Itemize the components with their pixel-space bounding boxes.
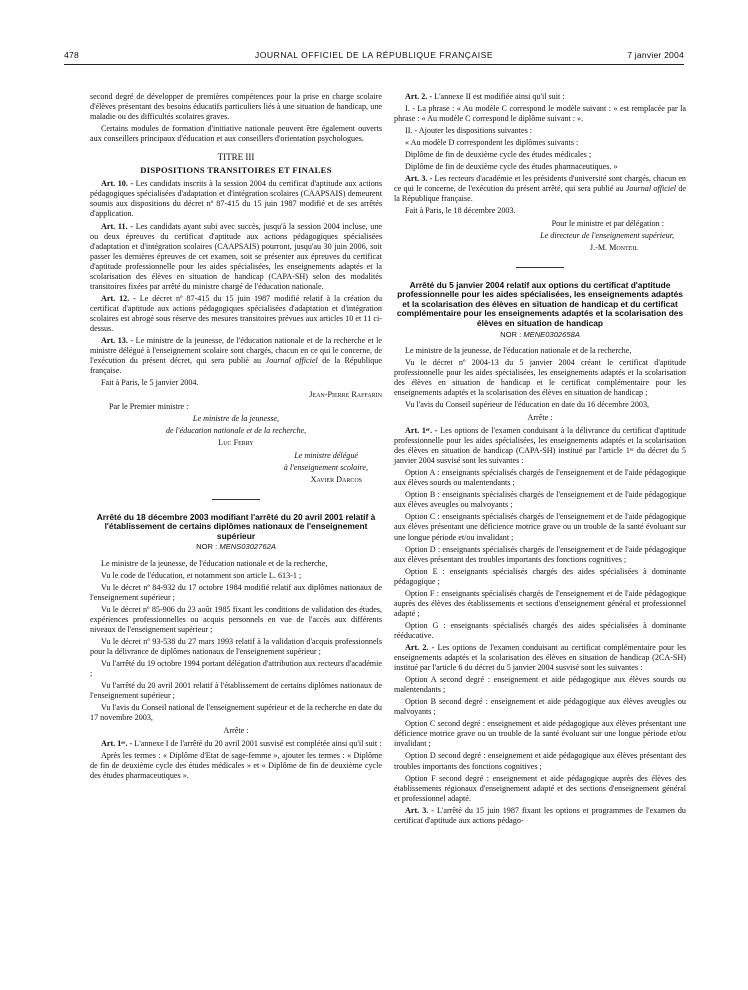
paragraph: Vu le décret nº 93-538 du 27 mars 1993 relatif à la validation d'acquis professionnels pour la délivrance de diplômes nationaux de l'enseignement supérieur ;	[90, 636, 382, 656]
paragraph: Diplôme de fin de deuxième cycle des études médicales ;	[405, 150, 592, 160]
article-text: de la République française.	[394, 184, 686, 204]
minister-title: Le ministre de la jeunesse,	[192, 414, 280, 424]
minister-title: Le ministre délégué	[294, 450, 358, 460]
nor-reference: NOR : MENS0302762A	[196, 542, 276, 552]
signature-ferry: Luc Ferry	[218, 438, 254, 448]
signature-darcos: Xavier Darcos	[310, 474, 362, 484]
article-label: Art. 1ᵉʳ. -	[101, 739, 133, 749]
paragraph: Vu le décret nº 84-932 du 17 octobre 1984 modifié relatif aux diplômes nationaux de l'enseignement supérieur ;	[90, 582, 382, 602]
article-text: Les recteurs d'académie et les présidents d'université sont chargés, chacun en ce qui le concerne, de l'exécution du présent arrêté, qui sera publié au	[394, 174, 686, 194]
article-11	[90, 222, 382, 292]
article-label: Art. 3. -	[405, 174, 433, 184]
paragraph: II. - Ajouter les dispositions suivantes :	[405, 126, 533, 136]
paragraph: Vu l'arrêté du 20 avril 2001 relatif à l'établissement de certains diplômes nationaux de l'enseignement supérieur ;	[90, 681, 382, 701]
title-heading: TITRE III	[217, 152, 255, 163]
journal-name: Journal officiel	[625, 184, 676, 194]
paragraph: Après les termes : « Diplôme d'Etat de sage-femme », ajouter les termes : « Diplôme de fin de deuxième cycle des études médicales » et « Diplôme de fin de deuxième cycle des études pharmaceutiques ».	[90, 751, 382, 781]
article-text: L'arrêté du 15 juin 1987 fixant les options et programmes de l'examen du certificat d'aptitude aux actions pédago-	[394, 805, 686, 825]
article-label: Art. 1ᵉʳ. -	[405, 426, 438, 436]
option-item: Option C : enseignants spécialisés chargés de l'enseignement et de l'aide pédagogique aux élèves présentant une déficience motrice grave ou un trouble de la santé évoluant sur une longue période et/ou invalidant ;	[394, 512, 686, 542]
separator	[90, 495, 382, 505]
option-item: Option A : enseignants spécialisés chargés de l'enseignement et de l'aide pédagogique aux élèves sourds ou malentendants ;	[394, 468, 686, 488]
option-item: Option B second degré : enseignement et aide pédagogique aux élèves aveugles ou malvoyants ;	[394, 697, 686, 717]
option-item: Option F : enseignants spécialisés chargés de l'enseignement et de l'aide pédagogique auprès des élèves des établissements et sections d'enseignement général et professionnel adapté ;	[394, 588, 686, 618]
article-label: Art. 2. -	[405, 92, 433, 101]
paragraph: Vu l'arrêté du 19 octobre 1994 portant délégation d'attribution aux recteurs d'académie ;	[90, 658, 382, 678]
page-number: 478	[64, 50, 79, 60]
article-text: Le décret nº 87-415 du 15 juin 1987 modifié relatif à la création du certificat d'aptitude aux actions pédagogiques spécialisées d'adaptation et d'intégration scolaires est abrogé sous réserve des mesures transitoires prévues aux articles 10 et 11 ci-dessus.	[90, 293, 383, 333]
place-date: Fait à Paris, le 5 janvier 2004.	[101, 378, 199, 388]
article-2	[394, 643, 686, 673]
option-item: Option G : enseignants spécialisés chargés des aides spécialisées à dominante rééducative.	[394, 620, 686, 640]
decree-title: Arrêté du 5 janvier 2004 relatif aux options du certificat d'aptitude professionnelle pour les aides spécialisées, les enseignements adaptés et la scolarisation des élèves en situation de handicap et du certificat complémentaire pour les enseignements adaptés et la scolarisation des élèves en situation de handicap	[396, 279, 684, 329]
option-item: Option F second degré : enseignement et aide pédagogique auprès des élèves des établissements régionaux d'enseignement adapté et des sections d'enseignement général et professionnel adapté.	[394, 773, 686, 803]
paragraph: Vu le décret nº 2004-13 du 5 janvier 2004 créant le certificat d'aptitude professionnelle pour les aides spécialisées, les enseignements adaptés et la scolarisation des élèves en situation de handicap et le certificat complémentaire pour les enseignements adaptés et la scolarisation des élèves en situation de handicap ;	[394, 357, 686, 397]
separator	[394, 263, 686, 273]
page-header	[64, 50, 684, 64]
paragraph: Vu le code de l'éducation, et notamment son article L. 613-1 ;	[101, 570, 302, 580]
left-column	[90, 92, 382, 783]
paragraph: Diplôme de fin de deuxième cycle des études pharmaceutiques. »	[405, 162, 618, 172]
paragraph: second degré de développer de premières compétences pour la prise en charge scolaire d'élèves présentant des besoins éducatifs particuliers liés à une situation de handicap, une maladie ou des difficultés scolaires graves.	[90, 92, 382, 122]
paragraph: Certains modules de formation d'initiative nationale peuvent être également ouverts aux conseillers principaux d'éducation et aux conseillers d'orientation psychologues.	[90, 124, 382, 144]
header-rule	[64, 64, 684, 65]
arrete-heading: Arrête :	[527, 413, 553, 422]
signature-pm: Jean-Pierre Raffarin	[309, 390, 382, 400]
issue-date: 7 janvier 2004	[627, 50, 684, 60]
article-label: Art. 12. -	[101, 293, 136, 303]
paragraph: « Au modèle D correspondent les diplômes suivants :	[405, 138, 579, 148]
article-text: Le ministre de la jeunesse, de l'éducation nationale et de la recherche et le ministre délégué à l'enseignement scolaire sont chargés, chacun en ce qui le concerne, de l'exécution du présent décret, qui sera publié au	[90, 336, 383, 366]
option-item: Option A second degré : enseignement et aide pédagogique aux élèves sourds ou malentendants ;	[394, 675, 686, 695]
paragraph: Le ministre de la jeunesse, de l'éducation nationale et de la recherche,	[405, 345, 632, 355]
article-label: Art. 11. -	[101, 221, 134, 231]
paragraph: Le ministre de la jeunesse, de l'éducation nationale et de la recherche,	[101, 558, 328, 568]
article-10	[90, 179, 382, 219]
article-text: Les options de l'examen conduisant au certificat complémentaire pour les enseignements adaptés et la scolarisation des élèves en situation de handicap (2CA-SH) institué par l'article 6 du décret du 5 janvier 2004 susvisé sont les suivantes :	[394, 642, 686, 673]
article-label: Art. 13. -	[101, 336, 134, 346]
article-text: Les options de l'examen conduisant à la délivrance du certificat d'aptitude professionnelle pour les aides spécialisées, les enseignements adaptés et la scolarisation des élèves en situation de handicap (CAPA-SH) institué par l'article 1ᵉʳ du décret du 5 janvier 2004 susvisé sont les suivantes :	[394, 426, 686, 466]
journal-name: Journal officiel	[265, 356, 318, 366]
article-1	[90, 739, 382, 749]
paragraph: I. - La phrase : « Au modèle C correspond le modèle suivant : » est remplacée par la phrase : « Au modèle C correspond le diplôme suivant : ».	[394, 104, 686, 124]
section-heading: DISPOSITIONS TRANSITOIRES ET FINALES	[140, 165, 332, 176]
signature-intro: Pour le ministre et par délégation :	[551, 218, 664, 228]
article-1	[394, 426, 686, 466]
article-13	[90, 336, 382, 376]
place-date: Fait à Paris, le 18 décembre 2003.	[405, 206, 516, 216]
article-label: Art. 10. -	[101, 179, 134, 189]
paragraph: Vu l'avis du Conseil supérieur de l'éducation en date du 16 décembre 2003,	[405, 399, 650, 409]
article-text: de la République française.	[90, 356, 382, 376]
option-item: Option E : enseignants spécialisés chargés des aides spécialisées à dominante pédagogique ;	[394, 566, 686, 586]
signature-monteil: J.-M. Monteil	[589, 242, 638, 252]
article-label: Art. 2. -	[405, 642, 435, 652]
paragraph: Vu le décret nº 85-906 du 23 août 1985 fixant les conditions de validation des études, expériences professionnelles ou acquis personnels en vue de l'accès aux différents niveaux de l'enseignement supérieur ;	[90, 604, 382, 634]
option-item: Option C second degré : enseignement et aide pédagogique aux élèves présentant une déficience motrice grave ou un trouble de la santé évoluant sur une longue période et/ou invalidant ;	[394, 719, 686, 749]
article-text: Les candidats ayant subi avec succès, jusqu'à la session 2004 incluse, une ou deux épreuves du certificat d'aptitude aux actions pédagogiques spécialisées d'adaptation et d'intégration scolaires (CAAPSAIS) pourront, jusqu'au 30 juin 2006, soit passer les dernières épreuves de cet examen, soit se présenter aux épreuves du certificat d'aptitude professionnelle pour les aides spécialisées, les enseignements adaptés et la scolarisation des élèves en situation de handicap (CAPA-SH) selon des modalités transitoires fixées par arrêté du ministre chargé de l'éducation nationale.	[90, 221, 383, 291]
article-2	[394, 92, 686, 102]
signatory-title: Le directeur de l'enseignement supérieur,	[540, 230, 674, 240]
article-text: L'annexe I de l'arrêté du 20 avril 2001 susvisé est complétée ainsi qu'il suit :	[134, 739, 382, 749]
arrete-heading: Arrête :	[223, 726, 249, 736]
minister-title: de l'éducation nationale et de la recherche,	[165, 426, 307, 436]
journal-title: JOURNAL OFFICIEL DE LA RÉPUBLIQUE FRANÇAISE	[254, 50, 494, 60]
right-column	[394, 92, 686, 828]
article-12	[90, 294, 382, 334]
article-text: L'annexe II est modifiée ainsi qu'il suit :	[434, 92, 565, 101]
option-item: Option B : enseignants spécialisés chargés de l'enseignement et de l'aide pédagogique aux élèves aveugles ou malvoyants ;	[394, 490, 686, 510]
article-label: Art. 3. -	[405, 805, 434, 815]
signature-intro: Par le Premier ministre :	[109, 402, 189, 412]
article-3	[394, 806, 686, 826]
option-item: Option D second degré : enseignement et aide pédagogique aux élèves présentant des troubles importants des fonctions cognitives ;	[394, 751, 686, 771]
nor-reference: NOR : MENE0302658A	[500, 329, 580, 339]
decree-title: Arrêté du 18 décembre 2003 modifiant l'arrêté du 20 avril 2001 relatif à l'établissement de certains diplômes nationaux de l'enseignement supérieur	[96, 511, 376, 541]
paragraph: Vu l'avis du Conseil national de l'enseignement supérieur et de la recherche en date du 17 novembre 2003,	[90, 703, 382, 723]
article-text: Les candidats inscrits à la session 2004 du certificat d'aptitude aux actions pédagogiques spécialisées d'adaptation et d'intégration scolaires (CAAPSAIS) demeurent soumis aux dispositions du décret nº 87-415 du 15 juin 1987 modifié et de ses arrêtés d'application.	[90, 179, 383, 219]
option-item: Option D : enseignants spécialisés chargés de l'enseignement et de l'aide pédagogique aux élèves présentant des troubles importants des fonctions cognitives ;	[394, 544, 686, 564]
article-3	[394, 174, 686, 204]
minister-title: à l'enseignement scolaire,	[283, 462, 368, 472]
